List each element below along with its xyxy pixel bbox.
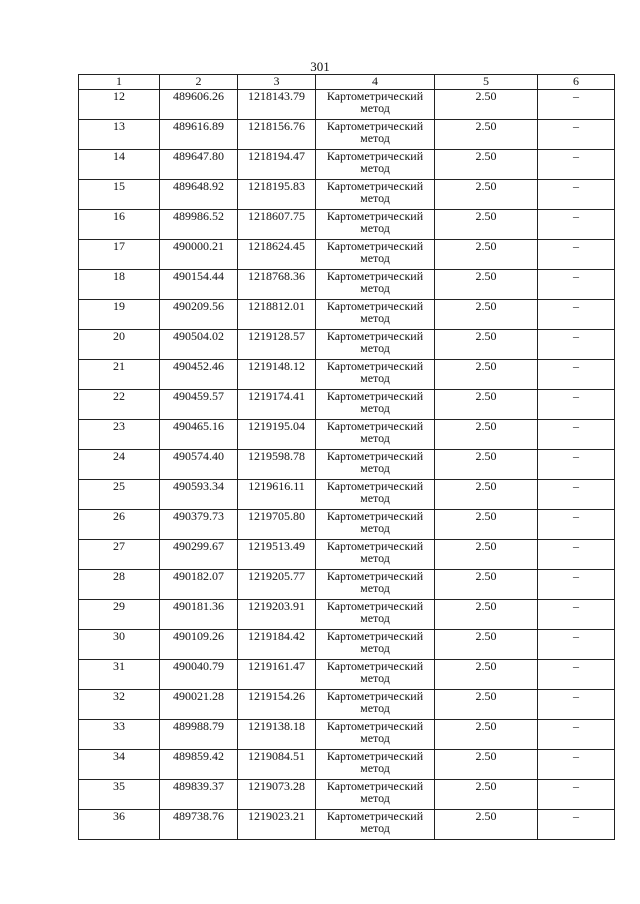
accuracy-cell: 2.50 [435,540,538,570]
y-coordinate-cell: 1218156.76 [238,120,316,150]
note-cell: – [538,510,615,540]
method-cell: Картометрический метод [316,690,435,720]
table-row [79,510,615,540]
method-cell: Картометрический метод [316,720,435,750]
x-coordinate-cell: 490593.34 [160,480,238,510]
note-cell: – [538,780,615,810]
point-number-cell: 18 [79,270,160,300]
y-coordinate-cell: 1219203.91 [238,600,316,630]
note-cell: – [538,300,615,330]
note-cell: – [538,480,615,510]
y-coordinate-cell: 1219148.12 [238,360,316,390]
note-cell: – [538,660,615,690]
point-number-cell: 35 [79,780,160,810]
note-cell: – [538,450,615,480]
accuracy-cell: 2.50 [435,330,538,360]
x-coordinate-cell: 489986.52 [160,210,238,240]
column-header: 1 [79,75,160,90]
table-row [79,270,615,300]
point-number-cell: 30 [79,630,160,660]
table-row [79,300,615,330]
accuracy-cell: 2.50 [435,120,538,150]
x-coordinate-cell: 490465.16 [160,420,238,450]
note-cell: – [538,750,615,780]
table-row [79,240,615,270]
point-number-cell: 14 [79,150,160,180]
x-coordinate-cell: 490154.44 [160,270,238,300]
x-coordinate-cell: 490299.67 [160,540,238,570]
method-cell: Картометрический метод [316,210,435,240]
accuracy-cell: 2.50 [435,480,538,510]
y-coordinate-cell: 1219073.28 [238,780,316,810]
column-header: 5 [435,75,538,90]
table-row [79,780,615,810]
x-coordinate-cell: 490040.79 [160,660,238,690]
point-number-cell: 12 [79,90,160,120]
point-number-cell: 19 [79,300,160,330]
x-coordinate-cell: 489616.89 [160,120,238,150]
y-coordinate-cell: 1219184.42 [238,630,316,660]
accuracy-cell: 2.50 [435,300,538,330]
table-row [79,330,615,360]
y-coordinate-cell: 1219174.41 [238,390,316,420]
accuracy-cell: 2.50 [435,570,538,600]
y-coordinate-cell: 1218607.75 [238,210,316,240]
x-coordinate-cell: 490000.21 [160,240,238,270]
y-coordinate-cell: 1219598.78 [238,450,316,480]
x-coordinate-cell: 490452.46 [160,360,238,390]
method-cell: Картометрический метод [316,150,435,180]
method-cell: Картометрический метод [316,780,435,810]
method-cell: Картометрический метод [316,630,435,660]
x-coordinate-cell: 489606.26 [160,90,238,120]
y-coordinate-cell: 1218624.45 [238,240,316,270]
table-row [79,600,615,630]
accuracy-cell: 2.50 [435,390,538,420]
y-coordinate-cell: 1218812.01 [238,300,316,330]
accuracy-cell: 2.50 [435,180,538,210]
x-coordinate-cell: 490182.07 [160,570,238,600]
note-cell: – [538,720,615,750]
method-cell: Картометрический метод [316,480,435,510]
point-number-cell: 15 [79,180,160,210]
table-row [79,150,615,180]
table-row [79,720,615,750]
table-row [79,810,615,840]
x-coordinate-cell: 489988.79 [160,720,238,750]
point-number-cell: 31 [79,660,160,690]
method-cell: Картометрический метод [316,360,435,390]
note-cell: – [538,330,615,360]
x-coordinate-cell: 490574.40 [160,450,238,480]
method-cell: Картометрический метод [316,450,435,480]
note-cell: – [538,270,615,300]
note-cell: – [538,540,615,570]
note-cell: – [538,90,615,120]
point-number-cell: 36 [79,810,160,840]
y-coordinate-cell: 1219195.04 [238,420,316,450]
accuracy-cell: 2.50 [435,600,538,630]
y-coordinate-cell: 1219161.47 [238,660,316,690]
table-row [79,480,615,510]
x-coordinate-cell: 490209.56 [160,300,238,330]
x-coordinate-cell: 489859.42 [160,750,238,780]
table-row [79,90,615,120]
point-number-cell: 29 [79,600,160,630]
table-row [79,540,615,570]
point-number-cell: 21 [79,360,160,390]
note-cell: – [538,420,615,450]
point-number-cell: 24 [79,450,160,480]
column-header: 3 [238,75,316,90]
point-number-cell: 23 [79,420,160,450]
accuracy-cell: 2.50 [435,660,538,690]
accuracy-cell: 2.50 [435,450,538,480]
x-coordinate-cell: 489647.80 [160,150,238,180]
y-coordinate-cell: 1219023.21 [238,810,316,840]
note-cell: – [538,180,615,210]
point-number-cell: 27 [79,540,160,570]
note-cell: – [538,150,615,180]
point-number-cell: 16 [79,210,160,240]
method-cell: Картометрический метод [316,270,435,300]
table-row [79,690,615,720]
method-cell: Картометрический метод [316,300,435,330]
table-row [79,630,615,660]
note-cell: – [538,360,615,390]
point-number-cell: 26 [79,510,160,540]
table-row [79,420,615,450]
accuracy-cell: 2.50 [435,510,538,540]
x-coordinate-cell: 489738.76 [160,810,238,840]
y-coordinate-cell: 1219705.80 [238,510,316,540]
method-cell: Картометрический метод [316,120,435,150]
note-cell: – [538,630,615,660]
point-number-cell: 28 [79,570,160,600]
accuracy-cell: 2.50 [435,240,538,270]
point-number-cell: 33 [79,720,160,750]
method-cell: Картометрический метод [316,390,435,420]
point-number-cell: 13 [79,120,160,150]
point-number-cell: 20 [79,330,160,360]
method-cell: Картометрический метод [316,600,435,630]
x-coordinate-cell: 489648.92 [160,180,238,210]
note-cell: – [538,600,615,630]
accuracy-cell: 2.50 [435,780,538,810]
header-row [79,75,615,90]
accuracy-cell: 2.50 [435,90,538,120]
table-row [79,750,615,780]
x-coordinate-cell: 490181.36 [160,600,238,630]
method-cell: Картометрический метод [316,570,435,600]
table-row [79,570,615,600]
accuracy-cell: 2.50 [435,750,538,780]
note-cell: – [538,810,615,840]
note-cell: – [538,240,615,270]
accuracy-cell: 2.50 [435,210,538,240]
table-row [79,660,615,690]
y-coordinate-cell: 1219616.11 [238,480,316,510]
table-row [79,120,615,150]
method-cell: Картометрический метод [316,330,435,360]
note-cell: – [538,390,615,420]
accuracy-cell: 2.50 [435,360,538,390]
y-coordinate-cell: 1219513.49 [238,540,316,570]
y-coordinate-cell: 1219205.77 [238,570,316,600]
y-coordinate-cell: 1218195.83 [238,180,316,210]
column-header: 4 [316,75,435,90]
note-cell: – [538,120,615,150]
table-body [79,90,615,840]
table-row [79,360,615,390]
method-cell: Картометрический метод [316,510,435,540]
x-coordinate-cell: 490504.02 [160,330,238,360]
accuracy-cell: 2.50 [435,720,538,750]
x-coordinate-cell: 490379.73 [160,510,238,540]
method-cell: Картометрический метод [316,540,435,570]
y-coordinate-cell: 1219084.51 [238,750,316,780]
accuracy-cell: 2.50 [435,150,538,180]
x-coordinate-cell: 489839.37 [160,780,238,810]
point-number-cell: 32 [79,690,160,720]
accuracy-cell: 2.50 [435,420,538,450]
x-coordinate-cell: 490021.28 [160,690,238,720]
note-cell: – [538,570,615,600]
y-coordinate-cell: 1218194.47 [238,150,316,180]
method-cell: Картометрический метод [316,810,435,840]
method-cell: Картометрический метод [316,240,435,270]
method-cell: Картометрический метод [316,180,435,210]
note-cell: – [538,210,615,240]
y-coordinate-cell: 1219138.18 [238,720,316,750]
method-cell: Картометрический метод [316,660,435,690]
point-number-cell: 25 [79,480,160,510]
x-coordinate-cell: 490459.57 [160,390,238,420]
accuracy-cell: 2.50 [435,270,538,300]
y-coordinate-cell: 1219128.57 [238,330,316,360]
column-header: 2 [160,75,238,90]
method-cell: Картометрический метод [316,90,435,120]
column-header: 6 [538,75,615,90]
point-number-cell: 22 [79,390,160,420]
accuracy-cell: 2.50 [435,810,538,840]
accuracy-cell: 2.50 [435,690,538,720]
coordinates-table [78,74,615,840]
table-row [79,180,615,210]
table-row [79,450,615,480]
y-coordinate-cell: 1219154.26 [238,690,316,720]
table-row [79,210,615,240]
table-row [79,390,615,420]
method-cell: Картометрический метод [316,420,435,450]
y-coordinate-cell: 1218143.79 [238,90,316,120]
point-number-cell: 34 [79,750,160,780]
note-cell: – [538,690,615,720]
method-cell: Картометрический метод [316,750,435,780]
y-coordinate-cell: 1218768.36 [238,270,316,300]
point-number-cell: 17 [79,240,160,270]
x-coordinate-cell: 490109.26 [160,630,238,660]
page-number: 301 [310,59,330,74]
accuracy-cell: 2.50 [435,630,538,660]
